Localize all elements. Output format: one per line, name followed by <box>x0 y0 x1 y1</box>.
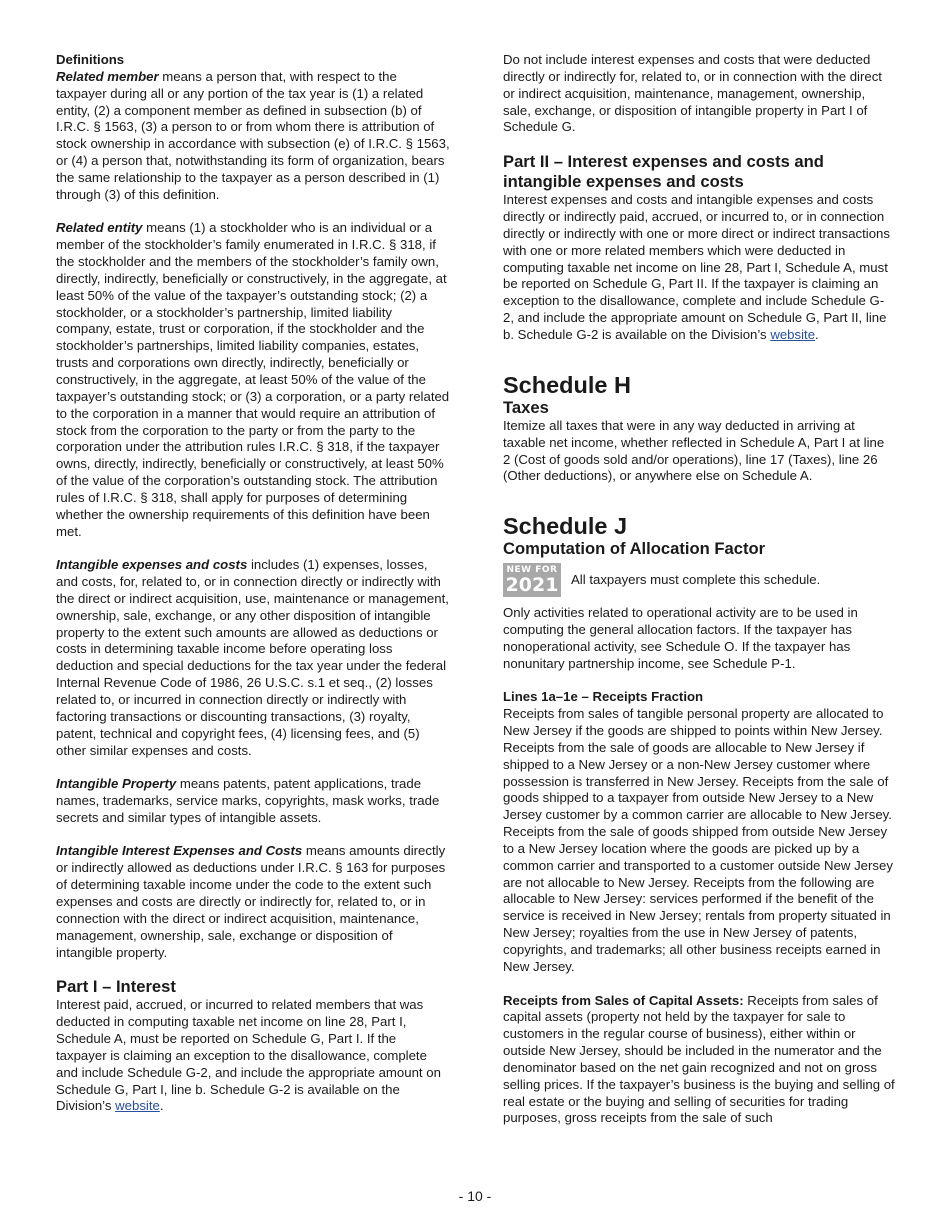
part2-paragraph <box>503 192 895 344</box>
schedule-j-subtitle: Computation of Allocation Factor <box>503 539 766 559</box>
related-entity-term: Related entity <box>56 220 143 236</box>
intangible-expenses-definition <box>56 557 450 759</box>
new-for-2021-row <box>503 563 895 597</box>
part1-heading: Part I – Interest <box>56 977 176 997</box>
capital-assets-label: Receipts from Sales of Capital Assets: <box>503 992 744 1008</box>
intangible-property-definition <box>56 776 450 827</box>
part2-end: . <box>815 326 819 342</box>
intangible-interest-text: means amounts directly or indirectly allowed as deductions under I.R.C. § 163 for purposes of determining taxable income under the code to the extent such expenses and costs are directly or indirectly for, related to, or in connection with the direct or indirect acquisition, maintenance, management, ownership, sale, exchange or disposition of intangible property. <box>56 843 446 960</box>
intro-paragraph: Do not include interest expenses and costs that were deducted directly or indirectly for, related to, or in connection with the direct or indirect acquisition, maintenance, management, ownership, sale, exchange, or disposition of intangible property in Part I of Schedule G. <box>503 52 882 135</box>
badge-line2: 2021 <box>505 574 559 597</box>
related-entity-definition <box>56 220 450 540</box>
intangible-interest-term: Intangible Interest Expenses and Costs <box>56 843 303 859</box>
schedule-j-title: Schedule J <box>503 513 628 540</box>
schedule-h-title: Schedule H <box>503 371 631 398</box>
lines-heading: Lines 1a–1e – Receipts Fraction <box>503 689 704 705</box>
part2-text: Interest expenses and costs and intangible expenses and costs directly or indirectly paid, accrued, or incurred to, or in connection directly or indirectly with one or more direct or indirect transactions with one or more related members which were deducted in computing taxable net income on line 28, Part I, Schedule A, must be reported on Schedule G, Part II. If the taxpayer is claiming an exception to the disallowance, complete and include Schedule G-2, and include the appropriate amount on Schedule G, Part II, line b. Schedule G-2 is available on the Division’s <box>503 192 890 342</box>
part1-text: Interest paid, accrued, or incurred to related members that was deducted in computing taxable net income on line 28, Part I, Schedule A, must be reported on Schedule G, Part I. If the taxpayer is claiming an exception to the disallowance, complete and include Schedule G-2, and include the appropriate amount on Schedule G, Part I, line b. Schedule G-2 is available on the Division’s <box>56 997 441 1114</box>
lines-paragraph: Receipts from sales of tangible personal property are allocated to New Jersey if the goods are shipped to points within New Jersey. Receipts from the sale of goods are allocable to New Jersey if shipped to a New Jersey or a non-New Jersey customer where possession is transferred in New Jersey. Receipts from the sale of goods shipped to a taxpayer from outside New Jersey to a New Jersey customer by a common carrier are allocable to New Jersey. Receipts from the sale of goods shipped from outside New Jersey to a New Jersey location where the goods are picked up by a common carrier and transported to a customer outside New Jersey are not allocable to New Jersey. Receipts from the following are allocable to New Jersey: services performed if the benefit of the service is received in New Jersey; rentals from property situated in New Jersey; royalties from the use in New Jersey of patents, copyrights, and trademarks; all other business receipts earned in New Jersey. <box>503 706 893 974</box>
badge-line1: NEW FOR <box>506 565 558 576</box>
new-for-2021-badge <box>503 563 561 597</box>
related-entity-text: means (1) a stockholder who is an individual or a member of the stockholder’s family enumerated in I.R.C. § 318, if the stockholder and the members of the stockholder’s family own, directly, indirectly, beneficially or constructively, in the aggregate, at least 50% of the value of the taxpayer’s outstanding stock; (2) a stockholder, or a stockholder’s partnership, limited liability company, estate, trust or corporation, if the stockholder and the stockholder’s partnerships, limited liability companies, estates, trusts and corporations own directly, indirectly, beneficially or constructively, in the aggregate, at least 50% of the value of the taxpayer’s outstanding stock; or (3) a corporation, or a party related to the corporation in a manner that would require an attribution of stock from the corporation to the party or from the party to the corporation under the attribution rules I.R.C. § 318, if the taxpayer owns, directly, indirectly, beneficially or constructively, at least 50% of the value of the corporation’s outstanding stock. The attribution rules of I.R.C. § 318, shall apply for purposes of determining whether the ownership requirements of this definition have been met. <box>56 220 450 539</box>
part2-website-link[interactable]: website <box>770 326 816 342</box>
related-member-text: means a person that, with respect to the taxpayer during all or any portion of the tax year is (1) a related entity, (2) a component member as defined in subsection (b) of I.R.C. § 1563, (3) a person to or from whom there is attribution of stock ownership in accordance with subsection (e) of I.R.C. § 1563, or (4) a person that, notwithstanding its form of organization, bears the same relationship to the taxpayer as a person described in (1) through (3) of this definition. <box>56 68 450 202</box>
badge-note: All taxpayers must complete this schedule. <box>571 571 821 587</box>
intangible-expenses-term: Intangible expenses and costs <box>56 557 248 573</box>
intangible-expenses-text: includes (1) expenses, losses, and costs, for, related to, or in connection directly or indirectly with the direct or indirect acquisition, use, maintenance or management, ownership, sale, exchange, or any other disposition of intangible property to the extent such amounts are allowed as deductions or costs in determining taxable income before operating loss deduction and special deductions for the tax year under the federal Internal Revenue Code of 1986, 26 U.S.C. s.1 et seq., (2) losses related to, or incurred in connection directly or indirectly with factoring transactions or discounting transactions, (3) royalty, patent, technical and copyright fees, (4) licensing fees, and (5) other similar expenses and costs. <box>56 557 449 758</box>
part1-website-link[interactable]: website <box>115 1098 160 1114</box>
schedule-j-paragraph: Only activities related to operational activity are to be used in computing the general allocation factors. If the taxpayer has nonoperational activity, see Schedule O. If the taxpayer has nonunitary partnership income, see Schedule P-1. <box>503 605 858 671</box>
right-column <box>503 52 895 1127</box>
left-column <box>56 52 450 1115</box>
related-member-definition <box>56 69 450 204</box>
capital-assets-paragraph <box>503 993 895 1128</box>
capital-assets-text: Receipts from sales of capital assets (property not held by the taxpayer for sale to customers in the regular course of business), either within or outside New Jersey, should be included in the numerator and the denominator based on the net gain recognized and not on gross selling prices. If the taxpayer’s business is the buying and selling of real estate or the buying and selling of securities for trading purposes, gross receipts from the sale of such <box>503 992 895 1126</box>
schedule-h-paragraph: Itemize all taxes that were in any way deducted in arriving at taxable net income, whether reflected in Schedule A, Part I at line 2 (Cost of goods sold and/or operations), line 17 (Taxes), line 26 (Other deductions), or anywhere else on Schedule A. <box>503 417 885 484</box>
part2-heading: Part II – Interest expenses and costs and intangible expenses and costs <box>503 152 824 192</box>
part1-end: . <box>159 1098 164 1114</box>
intangible-interest-definition <box>56 843 450 961</box>
related-member-term: Related member <box>56 68 159 84</box>
page-number: - 10 - <box>458 1188 492 1204</box>
definitions-heading: Definitions <box>56 52 125 67</box>
intangible-property-term: Intangible Property <box>56 776 177 792</box>
schedule-h-subtitle: Taxes <box>503 397 549 417</box>
intangible-property-text: means patents, patent applications, trade names, trademarks, service marks, copyrights, mask works, trade secrets and similar types of intangible assets. <box>56 776 440 825</box>
part1-paragraph <box>56 997 450 1115</box>
